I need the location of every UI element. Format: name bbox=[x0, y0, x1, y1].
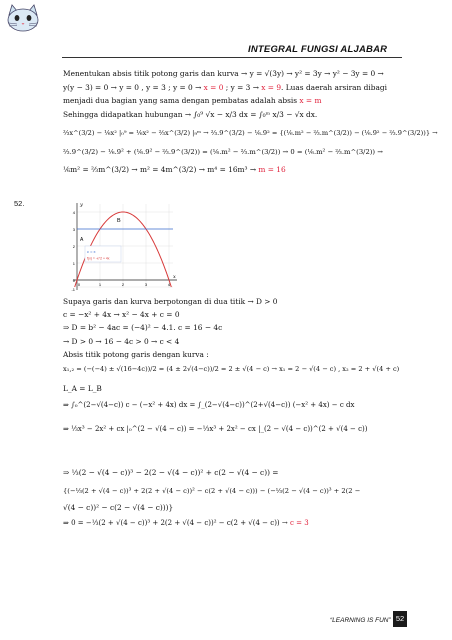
solution-line: Absis titik potong garis dengan kurva : bbox=[63, 350, 209, 359]
y-axis-label: y bbox=[80, 202, 83, 208]
x-tick-label: 3 bbox=[144, 282, 148, 287]
solution-line: ⇒ 0 = −⅓(2 + √(4 − c))³ + 2(2 + √(4 − c))² − c(2 + √(4 − c)) → c = 3 bbox=[63, 519, 309, 527]
solution-line: ⇒ ⅓(2 − √(4 − c))³ − 2(2 − √(4 − c))² + c(2 − √(4 − c)) = bbox=[63, 468, 279, 477]
solution-line: L_A = L_B bbox=[63, 384, 102, 393]
solution-line: ⇒ D = b² − 4ac = (−4)² − 4.1. c = 16 − 4c bbox=[63, 323, 223, 332]
solution-line: y(y − 3) = 0 → y = 0 , y = 3 ; y = 0 → x = 0 ; y = 3 → x = 9. Luas daerah arsiran dibagi bbox=[63, 83, 387, 92]
x-tick-label: 4 bbox=[167, 282, 171, 287]
x-tick-label: 0 bbox=[77, 282, 81, 287]
y-tick-label: 3 bbox=[72, 227, 75, 232]
solution-line: {(−⅓(2 + √(4 − c))³ + 2(2 + √(4 − c))² − c(2 + √(4 − c))) − (−⅓(2 − √(4 − c))³ + 2(2 − bbox=[63, 487, 361, 495]
region-b-label: B bbox=[117, 218, 121, 224]
x-tick-label: 1 bbox=[98, 282, 102, 287]
solution-line: ⇒ ⅓x³ − 2x² + cx |₀^(2 − √(4 − c)) = −⅓x³ + 2x² − cx |_(2 − √(4 − c))^(2 + √(4 − c)) bbox=[63, 425, 368, 433]
y-tick-label: -1 bbox=[71, 287, 75, 292]
curve-legend-label: f(x) = -x^2 + 4x bbox=[87, 256, 110, 261]
solution-line: Sehingga didapatkan hubungan → ∫₀⁹ √x − x/3 dx = ∫₀ᵐ x/3 − √x dx. bbox=[63, 110, 318, 119]
y-tick-label: 1 bbox=[72, 261, 75, 266]
header-title: INTEGRAL FUNGSI ALJABAR bbox=[248, 44, 388, 55]
line-legend-label: c = x bbox=[87, 249, 96, 254]
question-number: 52. bbox=[14, 199, 25, 208]
solution-line: → D > 0 → 16 − 4c > 0 → c < 4 bbox=[63, 337, 180, 346]
y-tick-label: 4 bbox=[72, 210, 75, 215]
solution-line: ⇒ ∫₀^(2−√(4−c)) c − (−x² + 4x) dx = ∫_(2−√(4−c))^(2+√(4−c)) (−x² + 4x) − c dx bbox=[63, 401, 355, 409]
solution-line: ⅔.9^(3/2) − ⅙.9² + (⅙.9² − ⅔.9^(3/2)) = (⅙.m² − ⅔.m^(3/2)) → 0 = (⅙.m² − ⅔.m^(3/2)) → bbox=[63, 148, 383, 156]
x-axis-label: x bbox=[173, 274, 176, 280]
y-tick-label: 0 bbox=[72, 278, 75, 283]
solution-line: ⅙m² = ⅔m^(3/2) → m² = 4m^(3/2) → m⁴ = 16m³ → m = 16 bbox=[63, 165, 286, 174]
solution-line: Supaya garis dan kurva berpotongan di dua titik → D > 0 bbox=[63, 297, 278, 306]
solution-line: x₁,₂ = (−(−4) ± √(16−4c))/2 = (4 ± 2√(4−c))/2 = 2 ± √(4 − c) → x₁ = 2 − √(4 − c) , x₂ = 2 + √(4 + c) bbox=[63, 365, 400, 373]
solution-line: Menentukan absis titik potong garis dan kurva → y = √(3y) → y² = 3y → y² − 3y = 0 → bbox=[63, 69, 384, 78]
solution-line: ⅔x^(3/2) − ⅙x² |₀⁹ = ⅙x² − ⅔x^(3/2) |₉ᵐ → ⅔.9^(3/2) − ⅙.9² = {(⅙.m² − ⅔.m^(3/2)) − (⅙.9² − ⅔.9^(3/2))} → bbox=[63, 129, 438, 137]
page-number: 52 bbox=[393, 611, 407, 627]
x-tick-label: 2 bbox=[121, 282, 125, 287]
solution-line: menjadi dua bagian yang sama dengan pembatas adalah absis x = m bbox=[63, 96, 322, 105]
header-divider bbox=[62, 57, 402, 58]
solution-line: √(4 − c))² − c(2 − √(4 − c)))} bbox=[63, 503, 174, 512]
footer-motto: “LEARNING IS FUN” bbox=[330, 617, 391, 624]
solution-line: c = −x² + 4x → x² − 4x + c = 0 bbox=[63, 310, 180, 319]
region-a-label: A bbox=[80, 237, 84, 243]
graph-figure bbox=[63, 198, 183, 294]
y-tick-label: 2 bbox=[72, 244, 75, 249]
cat-logo-icon bbox=[5, 3, 41, 33]
